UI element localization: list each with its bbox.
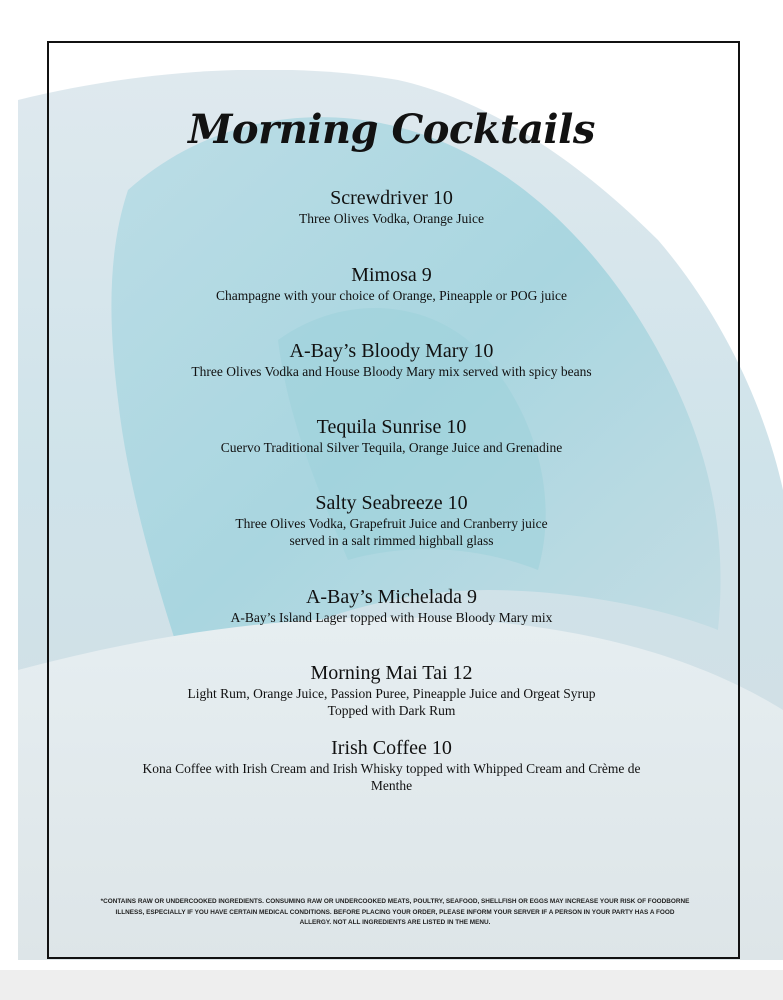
menu-item-description: A-Bay’s Island Lager topped with House Bloody Mary mix [230,610,553,625]
menu-item [0,264,783,304]
menu-item-description: Three Olives Vodka, Grapefruit Juice and Cranberry juice [235,516,548,531]
menu-item-description: Light Rum, Orange Juice, Passion Puree, Pineapple Juice and Orgeat Syrup [187,686,596,701]
menu-item [0,492,783,549]
menu-item [0,662,783,719]
menu-item-description-line-2: Menthe [370,778,413,793]
menu-item-name: A-Bay’s Michelada 9 [305,586,478,608]
menu-item-name: Mimosa 9 [351,264,432,286]
menu-item [0,340,783,380]
menu-item [0,416,783,456]
menu-item-description-line-2: Topped with Dark Rum [327,703,456,718]
menu-title: Morning Cocktails [188,106,595,153]
menu-item-name: Tequila Sunrise 10 [316,416,467,438]
menu-item-name: A-Bay’s Bloody Mary 10 [289,340,494,362]
menu-item-name: Salty Seabreeze 10 [315,492,468,514]
menu-item-description: Cuervo Traditional Silver Tequila, Orange Juice and Grenadine [220,440,563,455]
menu-item-description: Three Olives Vodka, Orange Juice [298,211,485,226]
menu-item [0,737,783,794]
menu-item-description-line-2: served in a salt rimmed highball glass [289,533,494,548]
menu-item-description: Three Olives Vodka and House Bloody Mary mix served with spicy beans [191,364,592,379]
menu-item-name: Screwdriver 10 [330,187,453,209]
allergy-disclaimer: *CONTAINS RAW OR UNDERCOOKED INGREDIENTS. CONSUMING RAW OR UNDERCOOKED MEATS, POULTRY, SEAFOOD, SHELLFISH OR EGGS MAY INCREASE YOUR RISK OF FOODBORNE ILLNESS, ESPECIALLY IF YOU HAVE CERTAIN MEDICAL CONDITIONS. BEFORE PLACING YOUR ORDER, PLEASE INFORM YOUR SERVER IF A PERSON IN YOUR PARTY HAS A FOOD ALLERGY. NOT ALL INGREDIENTS ARE LISTED IN THE MENU. [100,898,690,926]
menu-item-name: Irish Coffee 10 [331,737,452,759]
menu-item-description: Champagne with your choice of Orange, Pineapple or POG juice [216,288,567,303]
menu-item-name: Morning Mai Tai 12 [310,662,473,684]
menu-item-description: Kona Coffee with Irish Cream and Irish Whisky topped with Whipped Cream and Crème de [142,761,641,776]
menu-item [0,586,783,626]
menu-item [0,187,783,227]
